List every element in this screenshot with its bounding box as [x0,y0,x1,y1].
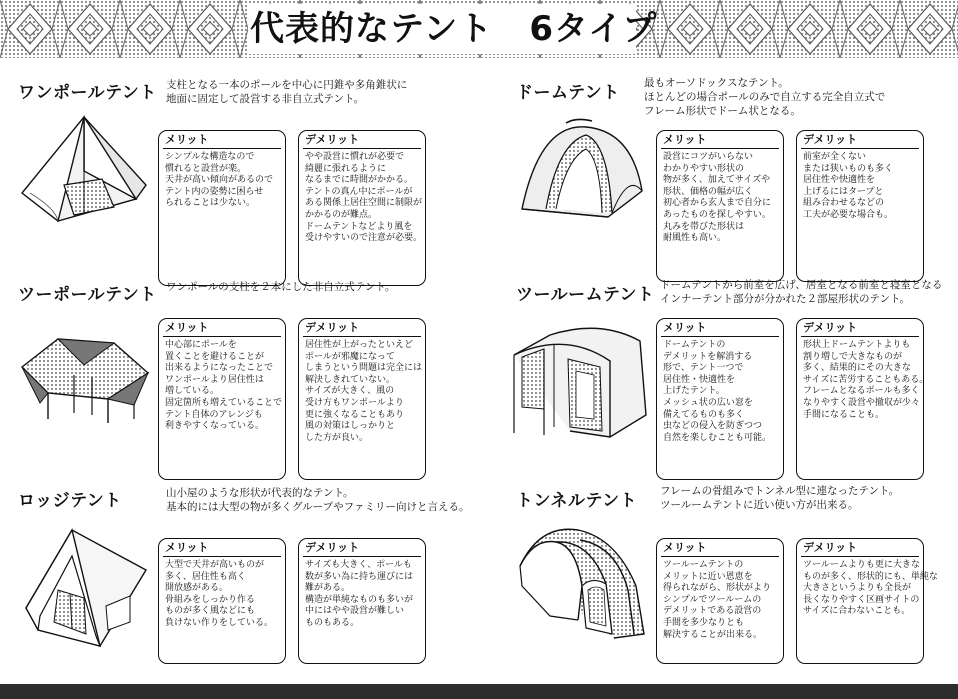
tent-description: フレームの骨組みでトンネル型に連なったテント。 ツールームテントに近い使い方が出来る。 [660,485,900,511]
tent-description: 支柱となる一本のポールを中心に円錐や多角錐状に 地面に固定して設営する非自立式テント。 [166,79,408,105]
merit-text: 中心部にポールを 置くことを避けることが 出来るようになったことで ワンポールより居住性は 増している。 固定箇所も増えていることで テント自体のアレンジも 利きやすくなっている。 [165,340,283,432]
merit-card [158,318,286,480]
tent-name: ツールームテント [516,285,655,305]
demerit-text: 形状上ドームテントよりも 割り増しで大きなものが 多く、結果的にその大きな サイズに苦労することもある。 フレームとなるポールも多く なりやすく設営や撤収が少々 手間になることも。 [803,340,929,420]
demerit-card [298,318,426,480]
tent-name: ドームテント [516,83,620,103]
merit-heading: メリット [661,131,779,149]
page-title [250,7,658,51]
merit-card [158,130,286,286]
section-tunnel-tent [516,486,958,686]
demerit-heading: デメリット [801,539,919,557]
demerit-heading: デメリット [303,539,421,557]
tent-description: ドームテントから前室を広げ、居室となる前室と寝室となる インナーテント部分が分かれた２部屋形状のテント。 [660,279,943,305]
tent-name: ロッジテント [18,491,122,511]
demerit-card [796,318,929,480]
merit-heading: メリット [163,131,281,149]
merit-heading: メリット [661,539,779,557]
demerit-card [796,538,938,664]
dome-tent-illustration [516,113,646,223]
footer-bar [0,684,958,699]
demerit-text: サイズも大きく、ポールも 数が多い為に持ち運びには 難がある。 構造が単純なものも多いが 中にはやや設営が難しい ものもある。 [305,560,414,628]
demerit-card [298,130,426,286]
merit-text: 設営にコツがいらない わかりやすい形状の 物が多く、加えてサイズや 形状、価格の幅が広く 初心者から玄人まで自分に あったものを探しやすい。 丸みを帯びた形状は 耐風性も高い。 [663,152,772,244]
merit-heading: メリット [163,539,281,557]
demerit-heading: デメリット [303,131,421,149]
section-dome-tent [516,78,958,278]
merit-text: ツールームテントの メリットに近い恩恵を 得られながら、形状がより シンプルでツールームの デメリットである設営の 手間を多少なりとも 解決することが出来る。 [663,560,772,640]
tunnel-tent-illustration [516,516,650,640]
one-pole-tent-illustration [18,113,150,233]
two-room-tent-illustration [510,315,650,441]
merit-card [656,130,784,282]
tent-name: ワンポールテント [18,83,157,103]
tent-description: ワンポールの支柱を２本にした非自立式テント。 [166,281,396,293]
demerit-heading: デメリット [801,131,919,149]
title-count: 6タイプ [529,9,658,49]
demerit-text: 前室が全くない または狭いものも多く 居住性や快適性を 上げるにはタープと 組み合わせるなどの 工夫が必要な場合も。 [803,152,894,220]
title-main: 代表的なテント [250,9,494,49]
header-banner [0,0,958,58]
demerit-text: ツールームよりも更に大きな ものが多く、形状的にも、単純な 大きさというよりも全長が 長くなりやすく区画サイトの サイズに合わないことも。 [803,560,938,617]
section-lodge-tent [18,486,488,686]
two-pole-tent-illustration [18,315,152,427]
merit-card [656,538,784,664]
demerit-heading: デメリット [801,319,919,337]
merit-card [158,538,286,664]
demerit-card [796,130,924,282]
lodge-tent-illustration [18,526,152,650]
merit-card [656,318,784,480]
tent-name: ツーポールテント [18,285,157,305]
demerit-heading: デメリット [303,319,421,337]
merit-text: ドームテントの デメリットを解消する 形で、テント一つで 居住性・快適性を 上げたテント。 メッシュ状の広い窓を 備えてるものも多く 虫などの侵入を防ぎつつ 自然を楽しむことも可能。 [663,340,772,443]
tent-name: トンネルテント [516,491,638,511]
merit-heading: メリット [163,319,281,337]
section-one-pole-tent [18,78,488,278]
section-two-pole-tent [18,280,488,480]
merit-text: 大型で天井が高いものが 多く、居住性も高く 開放感がある。 骨組みをしっかり作る ものが多く風などにも 負けない作りをしている。 [165,560,274,628]
demerit-text: 居住性が上がったといえど ポールが邪魔になって しまうという問題は完全には 解決しきれていない。 サイズが大きく、風の 受け方もワンポールより 更に強くなることもあり 風の対策はしっかりと した方が良い。 [305,340,423,443]
tent-description: 山小屋のような形状が代表的なテント。 基本的には大型の物が多くグループやファミリー向けと言える。 [166,487,470,513]
merit-heading: メリット [661,319,779,337]
demerit-card [298,538,426,664]
section-two-room-tent [516,280,958,480]
demerit-text: やや設営に慣れが必要で 綺麗に張れるように なるまでに時間がかかる。 テントの真ん中にポールが ある関係上居住空間に制限が かかるのが難点。 ドームテントなどより風を 受けやすいので注意が必要。 [305,152,423,244]
tent-description: 最もオーソドックスなテント。 ほとんどの場合ポールのみで自立する完全自立式で フレーム形状でドーム状となる。 [644,77,886,117]
merit-text: シンプルな構造なので 慣れると設営が楽。 天井が高い傾向があるので テント内の姿勢に困らせ られることは少ない。 [165,152,274,209]
